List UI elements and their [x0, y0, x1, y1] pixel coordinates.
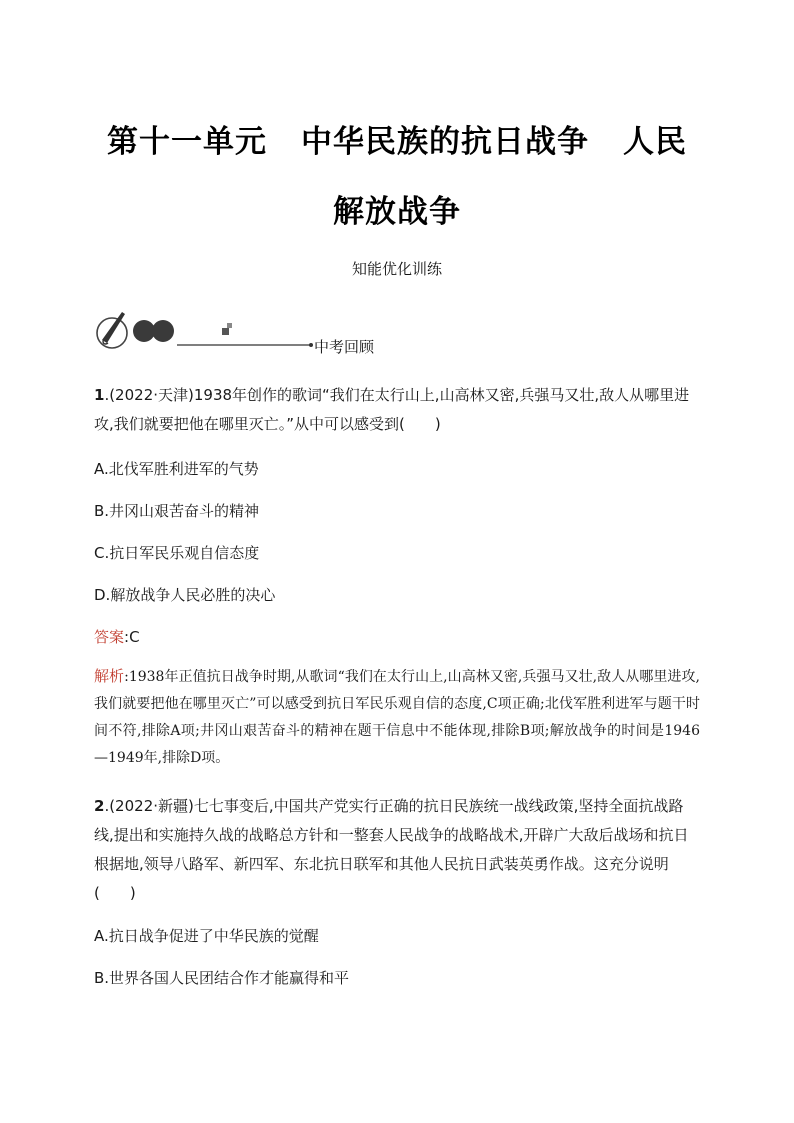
section-label: 中考回顾 [314, 338, 375, 356]
answer [94, 626, 140, 647]
option-a: A.抗日战争促进了中华民族的觉醒 [94, 927, 319, 945]
question-source: .(2022·新疆) [104, 797, 194, 815]
question-2-stem [94, 792, 700, 908]
question-number: 1 [94, 386, 105, 404]
page-title-line1 [0, 116, 794, 161]
question-source: .(2022·天津) [104, 386, 194, 404]
question-text: 七七事变后,中国共产党实行正确的抗日民族统一战线政策,坚持全面抗战路线,提出和实施持久战的战略总方针和一整套人民战争的战略战术,开辟广大敌后战场和抗日根据地,领导八路军、新四军、东北抗日联军和其他人民抗日武装英勇作战。这充分说明( ) [94, 797, 689, 902]
analysis [94, 663, 700, 772]
analysis-label: 解析 [94, 667, 125, 685]
option-b: B.井冈山艰苦奋斗的精神 [94, 502, 260, 520]
question-1-stem [94, 381, 700, 439]
option-b: B.世界各国人民团结合作才能赢得和平 [94, 969, 350, 987]
page-title-line2: 解放战争 [333, 194, 461, 230]
answer-label: 答案 [94, 628, 125, 646]
question-text: 1938年创作的歌词“我们在太行山上,山高林又密,兵强马又壮,敌人从哪里进攻,我们就要把他在哪里灭亡。”从中可以感受到( ) [94, 386, 690, 433]
option-c: C.抗日军民乐观自信态度 [94, 544, 260, 562]
answer-value: :C [124, 628, 140, 646]
analysis-text: :1938年正值抗日战争时期,从歌词“我们在太行山上,山高林又密,兵强马又壮,敌人从哪里进攻,我们就要把他在哪里灭亡”可以感受到抗日军民乐观自信的态度,C项正确;北伐军胜利进军与题干时间不符,排除A项;井冈山艰苦奋斗的精神在题干信息中不能体现,排除B项;解放战争的时间是1946—1949年,排除D项。 [94, 669, 700, 766]
option-a: A.北伐军胜利进军的气势 [94, 460, 259, 478]
question-number: 2 [94, 797, 105, 815]
title-part1: 第十一单元 [107, 124, 267, 160]
title-part3: 人民 [623, 124, 687, 160]
page-subtitle: 知能优化训练 [351, 260, 442, 278]
option-d: D.解放战争人民必胜的决心 [94, 586, 276, 604]
title-part2: 中华民族的抗日战争 [301, 124, 589, 160]
